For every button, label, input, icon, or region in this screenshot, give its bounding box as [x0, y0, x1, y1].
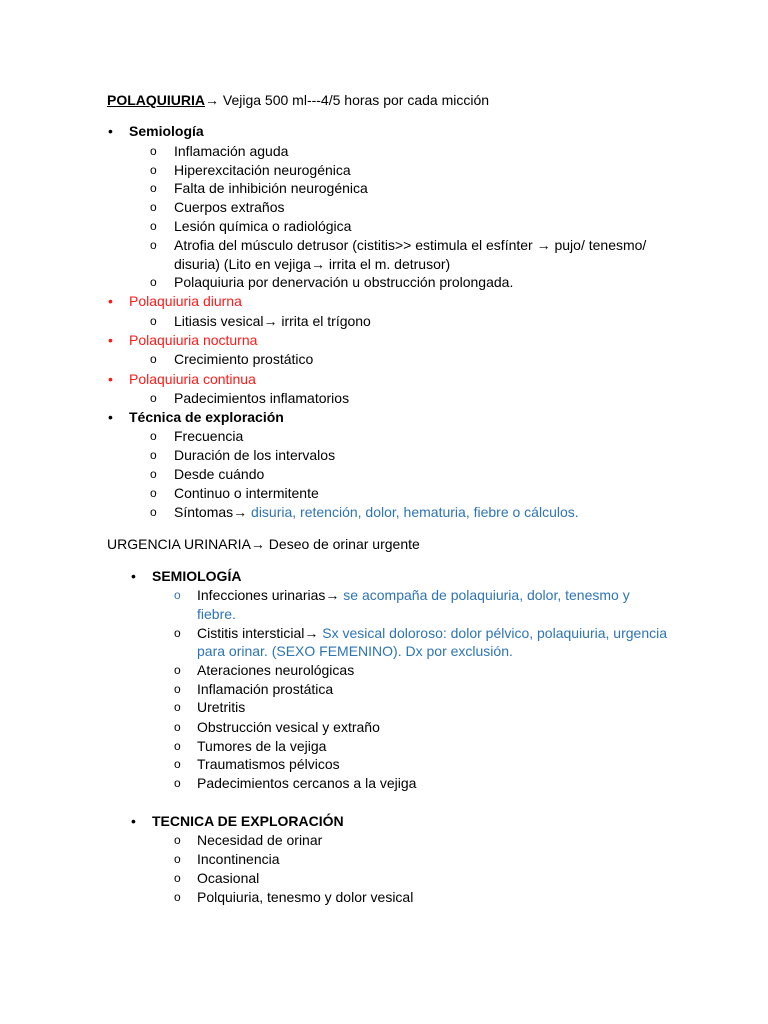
circle-bullet-icon: o — [174, 739, 181, 753]
circle-bullet-icon: o — [174, 833, 181, 847]
circle-bullet-icon: o — [150, 181, 157, 195]
infecciones-value-continuation: fiebre. — [197, 606, 236, 622]
list-item: Padecimientos inflamatorios — [174, 390, 350, 406]
circle-bullet-icon: o — [150, 163, 157, 177]
bullet-icon: • — [108, 123, 113, 139]
circle-bullet-icon: o — [150, 429, 157, 443]
infecciones-item — [197, 586, 630, 604]
infecciones-label: Infecciones urinarias→ — [197, 587, 344, 603]
circle-bullet-icon: o — [150, 238, 157, 252]
list-item: Atrofia del músculo detrusor (cistitis>> estimula el esfínter → pujo/ tenesmo/ — [174, 237, 647, 253]
circle-bullet-icon: o — [174, 588, 181, 602]
sintomas-value: disuria, retención, dolor, hematuria, fiebre o cálculos. — [251, 504, 579, 520]
circle-bullet-icon: o — [150, 352, 157, 366]
circle-bullet-icon: o — [150, 219, 157, 233]
polaquiuria-diurna-label: Polaquiuria diurna — [129, 293, 242, 309]
circle-bullet-icon: o — [174, 626, 181, 640]
bullet-icon: • — [131, 568, 136, 584]
list-item: Duración de los intervalos — [174, 447, 336, 463]
list-item-continuation: disuria) (Lito en vejiga→ irrita el m. detrusor) — [174, 256, 451, 272]
list-item: Ateraciones neurológicas — [197, 662, 355, 678]
polaquiuria-nocturna-label: Polaquiuria nocturna — [129, 332, 258, 348]
circle-bullet-icon: o — [174, 871, 181, 885]
list-item: Incontinencia — [197, 851, 280, 867]
list-item: Frecuencia — [174, 428, 244, 444]
circle-bullet-icon: o — [150, 275, 157, 289]
arrow-icon: → — [205, 92, 219, 108]
circle-bullet-icon: o — [150, 448, 157, 462]
circle-bullet-icon: o — [174, 757, 181, 771]
list-item: Tumores de la vejiga — [197, 738, 327, 754]
section-title-polaquiuria — [107, 91, 489, 109]
circle-bullet-icon: o — [150, 505, 157, 519]
list-item: Lesión química o radiológica — [174, 218, 352, 234]
circle-bullet-icon: o — [150, 391, 157, 405]
list-item: Inflamación prostática — [197, 681, 334, 697]
cistitis-value: Sx vesical doloroso: dolor pélvico, polaquiuria, urgencia — [322, 625, 667, 641]
section-title-urgencia: URGENCIA URINARIA→ Deseo de orinar urgente — [107, 536, 420, 552]
circle-bullet-icon: o — [174, 663, 181, 677]
circle-bullet-icon: o — [150, 144, 157, 158]
polaquiuria-heading: POLAQUIURIA — [107, 92, 205, 108]
list-item: Litiasis vesical→ irrita el trígono — [174, 313, 371, 329]
sintomas-label: Síntomas→ — [174, 504, 252, 520]
cistitis-value-continuation: para orinar. (SEXO FEMENINO). Dx por exclusión. — [197, 643, 513, 659]
semiologia-upper-label: SEMIOLOGÍA — [152, 568, 242, 584]
circle-bullet-icon: o — [150, 467, 157, 481]
circle-bullet-icon: o — [174, 682, 181, 696]
list-item: Ocasional — [197, 870, 260, 886]
list-item: Inflamación aguda — [174, 143, 289, 159]
circle-bullet-icon: o — [174, 700, 181, 714]
circle-bullet-icon: o — [174, 890, 181, 904]
bullet-icon: • — [108, 293, 113, 309]
list-item: Uretritis — [197, 699, 246, 715]
list-item: Crecimiento prostático — [174, 351, 314, 367]
list-item: Desde cuándo — [174, 466, 265, 482]
tecnica-upper-label: TECNICA DE EXPLORACIÓN — [152, 813, 344, 829]
circle-bullet-icon: o — [150, 314, 157, 328]
circle-bullet-icon: o — [174, 720, 181, 734]
bullet-icon: • — [131, 813, 136, 829]
sintomas-item — [174, 503, 579, 521]
list-item: Polaquiuria por denervación u obstrucción prolongada. — [174, 274, 514, 290]
list-item: Continuo o intermitente — [174, 485, 319, 501]
semiologia-label: Semiología — [129, 123, 204, 139]
bullet-icon: • — [108, 371, 113, 387]
polaquiuria-heading-rest: Vejiga 500 ml---4/5 horas por cada micción — [219, 92, 490, 108]
list-item: Obstrucción vesical y extraño — [197, 719, 380, 735]
cistitis-label: Cistitis intersticial→ — [197, 625, 323, 641]
circle-bullet-icon: o — [174, 776, 181, 790]
list-item: Hiperexcitación neurogénica — [174, 162, 351, 178]
list-item: Polquiuria, tenesmo y dolor vesical — [197, 889, 414, 905]
list-item: Traumatismos pélvicos — [197, 756, 340, 772]
list-item: Cuerpos extraños — [174, 199, 285, 215]
bullet-icon: • — [108, 332, 113, 348]
list-item: Falta de inhibición neurogénica — [174, 180, 368, 196]
list-item: Padecimientos cercanos a la vejiga — [197, 775, 417, 791]
tecnica-label: Técnica de exploración — [129, 409, 284, 425]
circle-bullet-icon: o — [150, 200, 157, 214]
polaquiuria-continua-label: Polaquiuria continua — [129, 371, 256, 387]
cistitis-item — [197, 624, 667, 642]
circle-bullet-icon: o — [150, 486, 157, 500]
list-item: Necesidad de orinar — [197, 832, 323, 848]
infecciones-value: se acompaña de polaquiuria, dolor, tenesmo y — [343, 587, 630, 603]
bullet-icon: • — [108, 409, 113, 425]
circle-bullet-icon: o — [174, 852, 181, 866]
